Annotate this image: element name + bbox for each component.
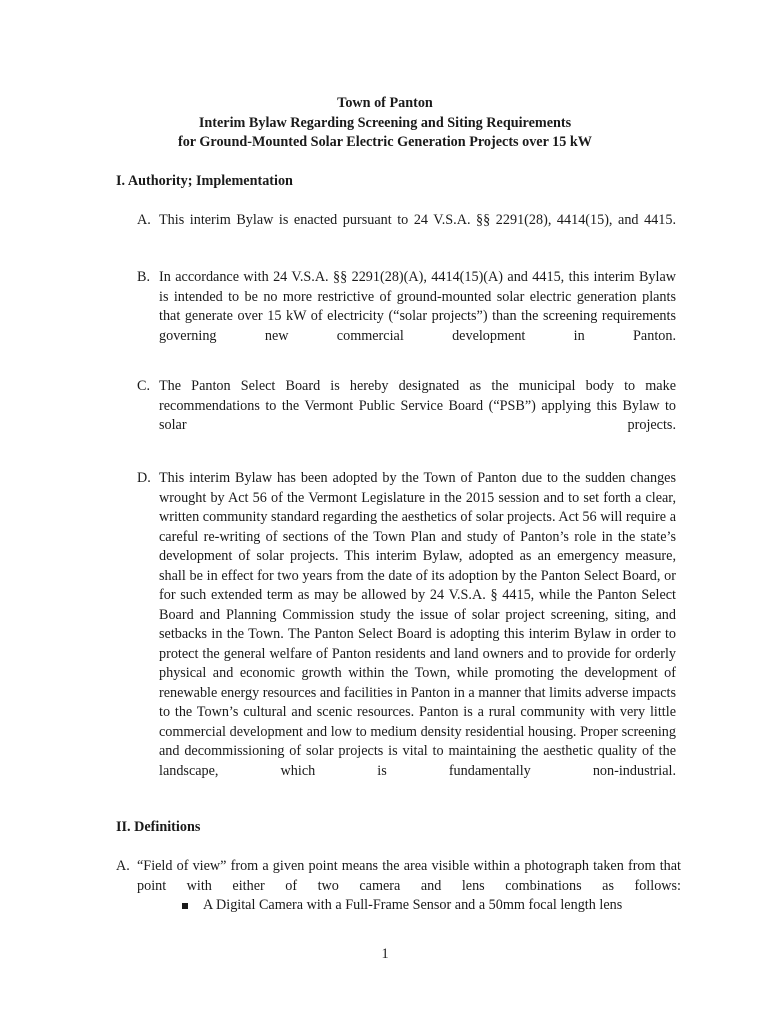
title-line-scope: for Ground-Mounted Solar Electric Generation Projects over 15 kW (177, 134, 592, 150)
item-text: This interim Bylaw is enacted pursuant to 24 V.S.A. §§ 2291(28), 4414(15), and 4415. (159, 212, 676, 228)
item-text: The Panton Select Board is hereby designated as the municipal body to make recommendations to the Vermont Public Service Board (“PSB”) applying this Bylaw to solar projects. (159, 378, 676, 433)
title-line-bylaw: Interim Bylaw Regarding Screening and Siting Requirements (198, 114, 572, 131)
bullet-text: A Digital Camera with a Full-Frame Sensor and a 50mm focal length lens (203, 897, 623, 913)
page-number: 1 (381, 946, 389, 962)
item-label: A. (137, 212, 151, 228)
title-line-town: Town of Panton (337, 95, 433, 111)
item-text: This interim Bylaw has been adopted by the Town of Panton due to the sudden changes wrought by Act 56 of the Vermont Legislature in the 2015 session and to set forth a clear, written community standard regarding the aesthetics of solar projects. Act 56 will require a careful re-writing of sections of the Town Plan and study of Panton’s role in the state’s development of solar projects. This interim Bylaw, adopted as an emergency measure, shall be in effect for two years from the date of its adoption by the Panton Select Board, or for such extended term as may be allowed by 24 V.S.A. § 4415, while the Panton Select Board and Planning Commission study the issue of solar project screening, siting, and setbacks in the Town. The Panton Select Board is adopting this interim Bylaw in order to protect the general welfare of Panton residents and land owners and to provide for orderly physical and economic growth within the Town, while promoting the development of renewable energy resources and facilities in Panton in a manner that limits adverse impacts to the Town’s cultural and scenic resources. Panton is a rural community with very little commercial development and low to medium density residential housing. Proper screening and decommissioning of solar projects is vital to maintaining the aesthetic quality of the landscape, which is fundamentally non-industrial. (159, 470, 677, 779)
item-label: A. (116, 858, 130, 874)
document-title (0, 94, 770, 153)
item-label: B. (137, 269, 151, 285)
item-text: “Field of view” from a given point means the area visible within a photograph taken from that point with either of two camera and lens combinations as follows: (137, 858, 681, 894)
list-item (137, 268, 676, 366)
list-item (137, 469, 676, 801)
list-item (137, 211, 676, 250)
bullet-square-icon (182, 903, 188, 909)
section-heading-authority: I. Authority; Implementation (116, 173, 293, 189)
item-text: In accordance with 24 V.S.A. §§ 2291(28)(A), 4414(15)(A) and 4415, this interim Bylaw is intended to be no more restrictive of ground-mounted solar electric generation plants that generate over 15 kW of electricity (“solar projects”) than the screening requirements governing new commercial development in Panton. (159, 269, 676, 344)
item-label: C. (137, 378, 151, 394)
list-item (137, 377, 676, 455)
section-heading-definitions: II. Definitions (116, 819, 201, 835)
item-label: D. (137, 470, 151, 486)
